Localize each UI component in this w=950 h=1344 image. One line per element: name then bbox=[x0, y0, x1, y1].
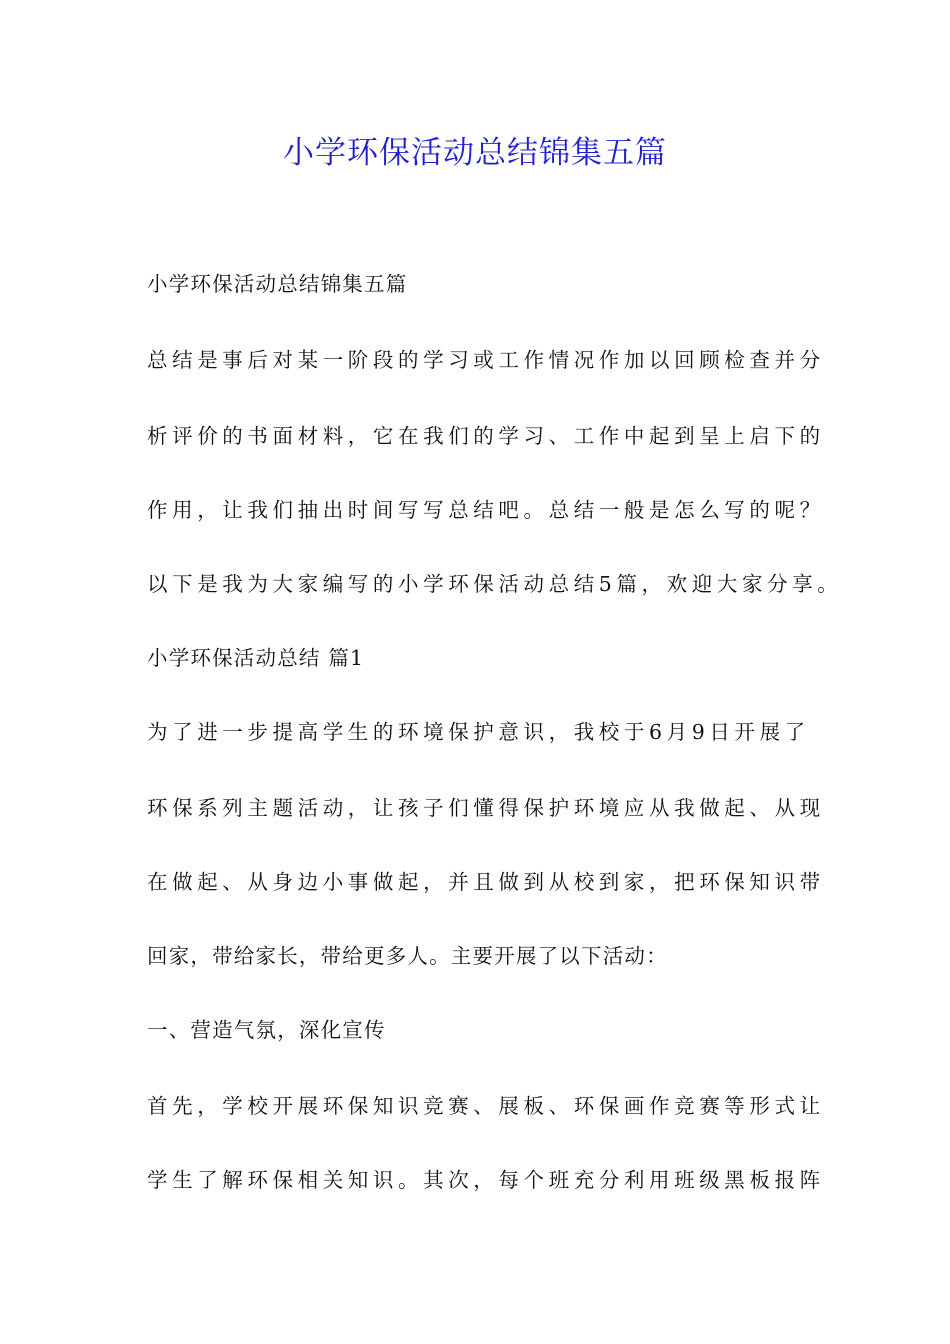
document-title: 小学环保活动总结锦集五篇 bbox=[283, 135, 667, 171]
paragraph-line: 回家，带给家长，带给更多人。主要开展了以下活动： bbox=[147, 944, 668, 968]
paragraph-line: 析评价的书面材料，它在我们的学习、工作中起到呈上启下的 bbox=[147, 424, 825, 448]
paragraph-line: 在做起、从身边小事做起，并且做到从校到家，把环保知识带 bbox=[147, 870, 825, 894]
section-heading: 小学环保活动总结 篇1 bbox=[147, 646, 365, 670]
paragraph-line: 作用，让我们抽出时间写写总结吧。总结一般是怎么写的呢？ bbox=[147, 498, 825, 522]
paragraph-line: 以下是我为大家编写的小学环保活动总结5篇，欢迎大家分享。 bbox=[147, 572, 843, 596]
paragraph-line: 学生了解环保相关知识。其次，每个班充分利用班级黑板报阵 bbox=[147, 1168, 825, 1192]
paragraph-line: 为了进一步提高学生的环境保护意识，我校于6月9日开展了 bbox=[147, 720, 810, 744]
paragraph-line: 总结是事后对某一阶段的学习或工作情况作加以回顾检查并分 bbox=[147, 348, 825, 372]
paragraph-line: 环保系列主题活动，让孩子们懂得保护环境应从我做起、从现 bbox=[147, 796, 825, 820]
subtitle-line: 小学环保活动总结锦集五篇 bbox=[147, 272, 408, 296]
subsection-heading: 一、营造气氛，深化宣传 bbox=[147, 1018, 386, 1042]
paragraph-line: 首先，学校开展环保知识竞赛、展板、环保画作竞赛等形式让 bbox=[147, 1094, 825, 1118]
